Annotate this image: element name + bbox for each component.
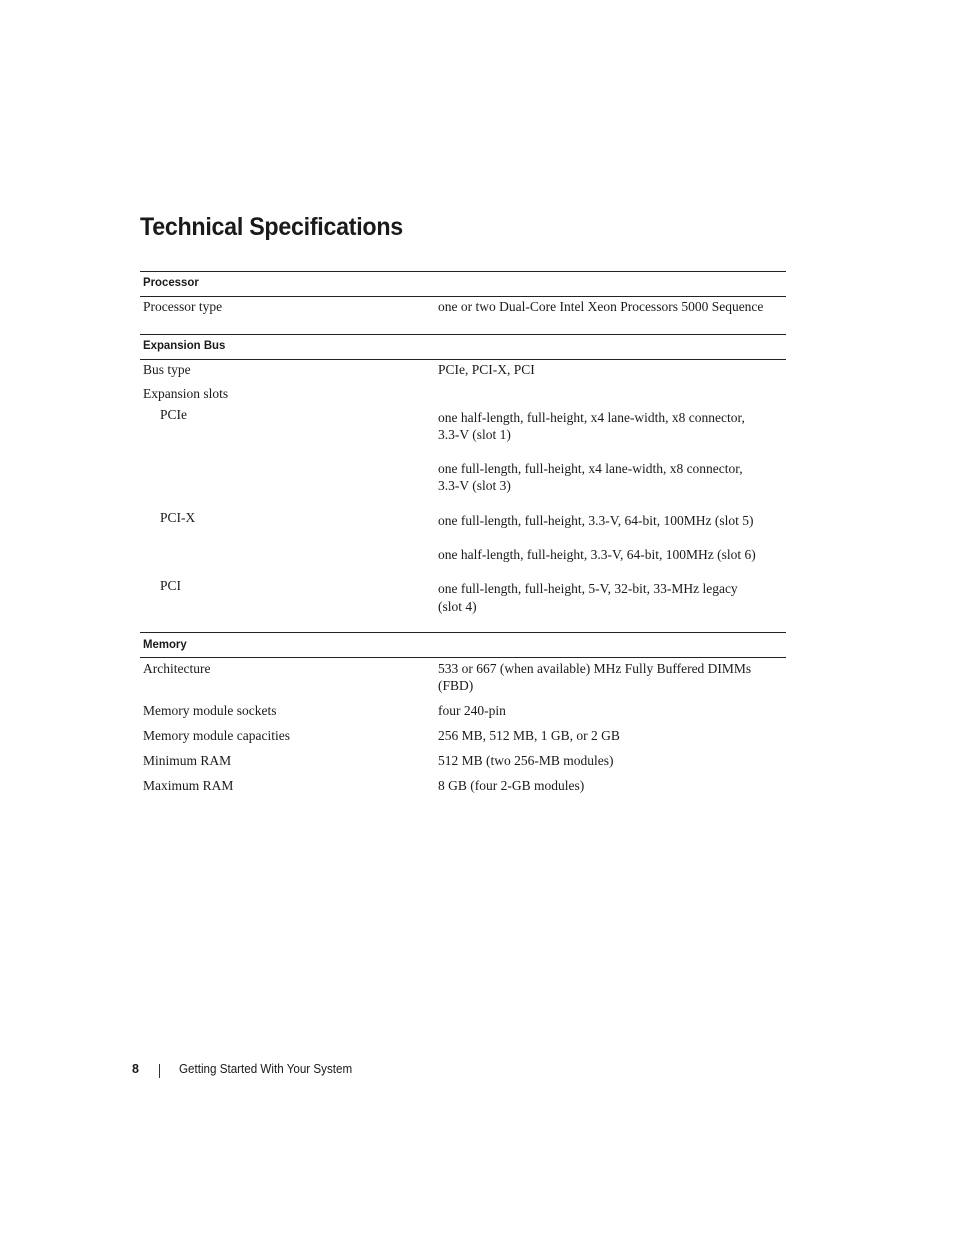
spec-label-pcie: PCIe [160, 407, 187, 422]
section-divider [140, 271, 786, 272]
spec-label-bus-type: Bus type [143, 362, 191, 377]
spec-value-pci-slot-4: (slot 4) [438, 599, 477, 614]
section-divider [140, 334, 786, 335]
spec-value-memory-module-capacities: 256 MB, 512 MB, 1 GB, or 2 GB [438, 728, 620, 743]
section-divider [140, 657, 786, 658]
spec-label-processor-type: Processor type [143, 299, 223, 314]
spec-value-pcix-slot-5: one full-length, full-height, 3.3-V, 64-bit, 100MHz (slot 5) [438, 513, 754, 528]
spec-label-memory-module-capacities: Memory module capacities [143, 728, 290, 743]
spec-value-pcie-slot-1: one half-length, full-height, x4 lane-width, x8 connector, [438, 410, 745, 425]
spec-value-bus-type: PCIe, PCI-X, PCI [438, 362, 535, 377]
section-heading-processor: Processor [143, 275, 199, 289]
footer-separator [159, 1064, 160, 1078]
spec-value-minimum-ram: 512 MB (two 256-MB modules) [438, 753, 614, 768]
spec-value-pcie-slot-3: 3.3-V (slot 3) [438, 478, 511, 493]
spec-value-pci-slot-4: one full-length, full-height, 5-V, 32-bit, 33-MHz legacy [438, 581, 738, 596]
spec-value-maximum-ram: 8 GB (four 2-GB modules) [438, 778, 585, 793]
spec-label-minimum-ram: Minimum RAM [143, 753, 232, 768]
spec-value-memory-module-sockets: four 240-pin [438, 703, 506, 718]
spec-label-pci: PCI [160, 578, 182, 593]
section-heading-expansion-bus: Expansion Bus [143, 338, 226, 352]
spec-value-processor-type: one or two Dual-Core Intel Xeon Processors 5000 Sequence [438, 299, 764, 314]
spec-label-maximum-ram: Maximum RAM [143, 778, 234, 793]
spec-value-architecture: (FBD) [438, 678, 474, 693]
spec-value-architecture: 533 or 667 (when available) MHz Fully Buffered DIMMs [438, 661, 752, 676]
spec-label-expansion-slots: Expansion slots [143, 386, 229, 401]
spec-label-memory-module-sockets: Memory module sockets [143, 703, 277, 718]
spec-label-pcix: PCI-X [160, 510, 196, 525]
footer-document-title: Getting Started With Your System [179, 1062, 353, 1076]
spec-value-pcie-slot-3: one full-length, full-height, x4 lane-width, x8 connector, [438, 461, 743, 476]
section-heading-memory: Memory [143, 637, 187, 651]
page-title: Technical Specifications [140, 213, 403, 241]
spec-value-pcix-slot-6: one half-length, full-height, 3.3-V, 64-bit, 100MHz (slot 6) [438, 547, 756, 562]
section-divider [140, 359, 786, 360]
page-number: 8 [132, 1062, 139, 1076]
section-divider [140, 632, 786, 633]
spec-label-architecture: Architecture [143, 661, 211, 676]
spec-value-pcie-slot-1: 3.3-V (slot 1) [438, 427, 511, 442]
section-divider [140, 296, 786, 297]
